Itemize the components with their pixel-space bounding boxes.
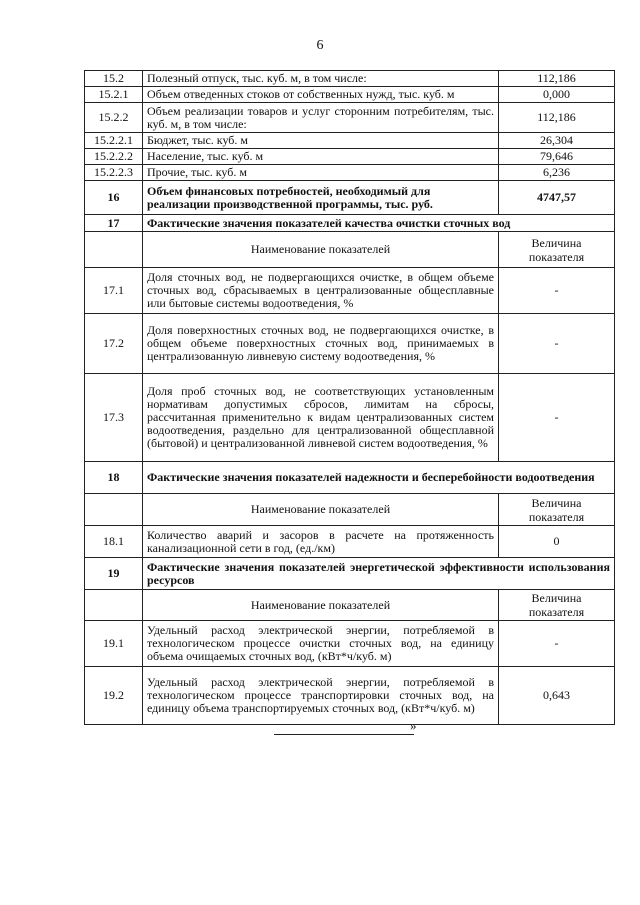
closing-quote: » bbox=[410, 718, 417, 733]
closing-line bbox=[274, 722, 414, 735]
row-id: 19.2 bbox=[85, 667, 143, 725]
table-row bbox=[85, 181, 615, 215]
table-row bbox=[85, 314, 615, 374]
column-header-row bbox=[85, 232, 615, 268]
row-value: 112,186 bbox=[499, 103, 615, 133]
row-id: 15.2.2.1 bbox=[85, 133, 143, 149]
row-value: 0 bbox=[499, 526, 615, 558]
row-text: Объем отведенных стоков от собственных нужд, тыс. куб. м bbox=[143, 87, 499, 103]
row-value: 79,646 bbox=[499, 149, 615, 165]
row-text: Доля проб сточных вод, не соответствующих установленным нормативам допустимых сбросов, лимитам на сбросы, рассчитанная применительно к видам централизованных систем водоотведения, раздельно для централизованной общесплавной (бытовой) и централизованной ливневой систем водоотведения, % bbox=[143, 374, 499, 462]
table-row bbox=[85, 103, 615, 133]
row-text: Доля поверхностных сточных вод, не подвергающихся очистке, в общем объеме поверхностных сточных вод, принимаемых в централизованную ливневую систему водоотведения, % bbox=[143, 314, 499, 374]
row-text: Объем реализации товаров и услуг сторонним потребителям, тыс. куб. м, в том числе: bbox=[143, 103, 499, 133]
row-text: Полезный отпуск, тыс. куб. м, в том числе: bbox=[143, 71, 499, 87]
row-value: - bbox=[499, 268, 615, 314]
header-value: Величина показателя bbox=[499, 494, 615, 526]
empty-cell bbox=[85, 590, 143, 621]
row-value: 0,000 bbox=[499, 87, 615, 103]
row-id: 15.2.2.3 bbox=[85, 165, 143, 181]
page-number: 6 bbox=[316, 38, 324, 53]
row-id: 16 bbox=[85, 181, 143, 215]
section-id: 19 bbox=[85, 558, 143, 590]
row-text: Бюджет, тыс. куб. м bbox=[143, 133, 499, 149]
table-row bbox=[85, 526, 615, 558]
row-id: 15.2 bbox=[85, 71, 143, 87]
table-row bbox=[85, 71, 615, 87]
row-value: 26,304 bbox=[499, 133, 615, 149]
row-id: 17.1 bbox=[85, 268, 143, 314]
row-id: 17.3 bbox=[85, 374, 143, 462]
table-row bbox=[85, 268, 615, 314]
table-row bbox=[85, 87, 615, 103]
row-value: 4747,57 bbox=[499, 181, 615, 215]
row-text: Удельный расход электрической энергии, потребляемой в технологическом процессе очистки сточных вод, на единицу объема очищаемых сточных вод, (кВт*ч/куб. м) bbox=[143, 621, 499, 667]
row-id: 15.2.2.2 bbox=[85, 149, 143, 165]
table-row bbox=[85, 133, 615, 149]
header-value: Величина показателя bbox=[499, 232, 615, 268]
section-title: Фактические значения показателей качества очистки сточных вод bbox=[143, 215, 615, 232]
empty-cell bbox=[85, 232, 143, 268]
section-title: Фактические значения показателей энергетической эффективности использования ресурсов bbox=[143, 558, 615, 590]
table-row bbox=[85, 374, 615, 462]
table-row bbox=[85, 621, 615, 667]
row-id: 18.1 bbox=[85, 526, 143, 558]
header-value: Величина показателя bbox=[499, 590, 615, 621]
row-value: - bbox=[499, 374, 615, 462]
row-text: Население, тыс. куб. м bbox=[143, 149, 499, 165]
row-value: 112,186 bbox=[499, 71, 615, 87]
row-id: 15.2.1 bbox=[85, 87, 143, 103]
row-value: 0,643 bbox=[499, 667, 615, 725]
header-name: Наименование показателей bbox=[143, 494, 499, 526]
row-text: Доля сточных вод, не подвергающихся очистке, в общем объеме сточных вод, сбрасываемых в централизованные общесплавные или бытовые системы водоотведения, % bbox=[143, 268, 499, 314]
row-id: 17.2 bbox=[85, 314, 143, 374]
table-row bbox=[85, 667, 615, 725]
column-header-row bbox=[85, 590, 615, 621]
table-row bbox=[85, 149, 615, 165]
row-id: 19.1 bbox=[85, 621, 143, 667]
section-title: Фактические значения показателей надежности и бесперебойности водоотведения bbox=[143, 462, 615, 494]
row-value: - bbox=[499, 314, 615, 374]
indicators-table bbox=[84, 70, 615, 725]
row-text: Объем финансовых потребностей, необходимый для реализации производственной программы, тыс. руб. bbox=[143, 181, 499, 215]
section-header-row bbox=[85, 462, 615, 494]
section-header-row bbox=[85, 215, 615, 232]
row-text: Прочие, тыс. куб. м bbox=[143, 165, 499, 181]
section-id: 18 bbox=[85, 462, 143, 494]
row-text: Удельный расход электрической энергии, потребляемой в технологическом процессе транспортировки сточных вод, на единицу объема транспортируемых сточных вод, (кВт*ч/куб. м) bbox=[143, 667, 499, 725]
section-id: 17 bbox=[85, 215, 143, 232]
row-id: 15.2.2 bbox=[85, 103, 143, 133]
header-name: Наименование показателей bbox=[143, 590, 499, 621]
row-text: Количество аварий и засоров в расчете на протяженность канализационной сети в год, (ед./км) bbox=[143, 526, 499, 558]
empty-cell bbox=[85, 494, 143, 526]
header-name: Наименование показателей bbox=[143, 232, 499, 268]
table-row bbox=[85, 165, 615, 181]
row-value: 6,236 bbox=[499, 165, 615, 181]
section-header-row bbox=[85, 558, 615, 590]
row-value: - bbox=[499, 621, 615, 667]
column-header-row bbox=[85, 494, 615, 526]
